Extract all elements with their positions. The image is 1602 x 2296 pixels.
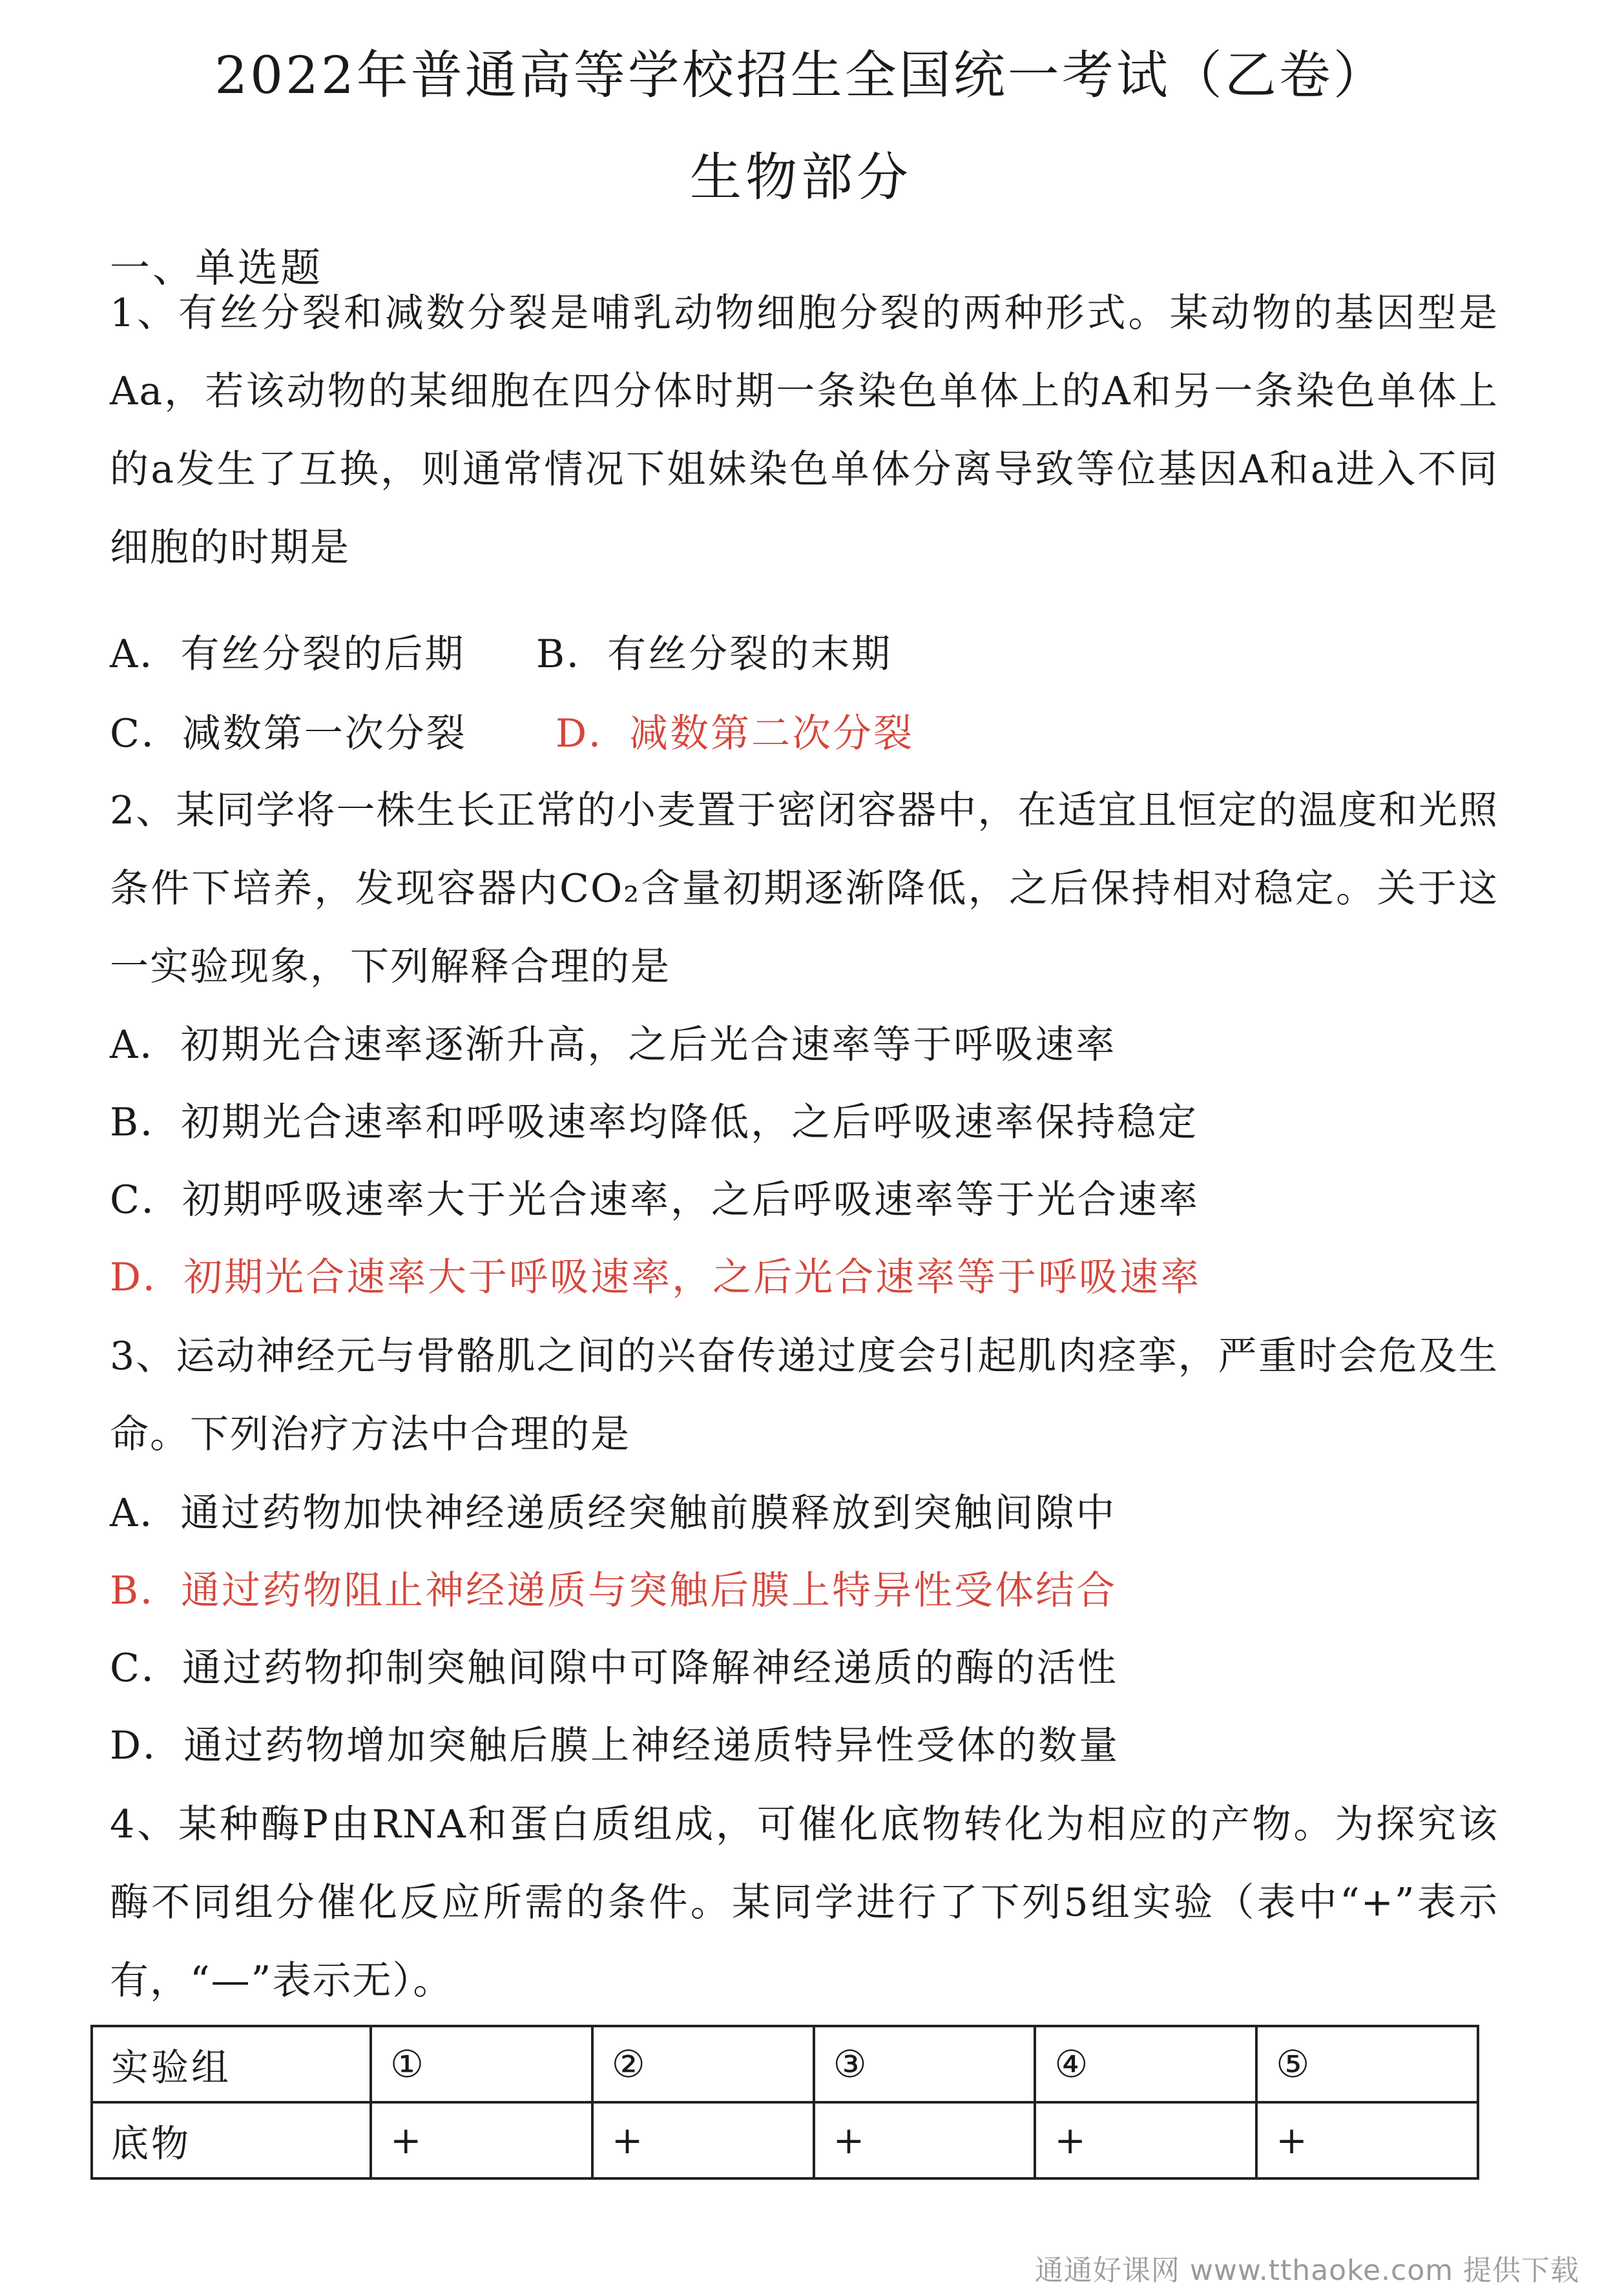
question-3-stem: 3、运动神经元与骨骼肌之间的兴奋传递过度会引起肌肉痉挛，严重时会危及生命。下列治疗方法中合理的是 bbox=[110, 1334, 1499, 1457]
table-cell: + bbox=[1256, 2102, 1478, 2178]
table-cell: + bbox=[371, 2102, 592, 2178]
question-1-option-b: B．有丝分裂的末期 bbox=[536, 632, 893, 677]
question-2-option-c: C．初期呼吸速率大于光合速率，之后呼吸速率等于光合速率 bbox=[110, 1177, 1200, 1223]
table-cell: ④ bbox=[1035, 2026, 1256, 2102]
table-cell: ⑤ bbox=[1256, 2026, 1478, 2102]
table-row bbox=[92, 2102, 1478, 2178]
question-1-option-a: A．有丝分裂的后期 bbox=[110, 632, 466, 677]
question-2-option-b: B．初期光合速率和呼吸速率均降低，之后呼吸速率保持稳定 bbox=[110, 1100, 1199, 1145]
question-4-stem: 4、某种酶P由RNA和蛋白质组成，可催化底物转化为相应的产物。为探究该酶不同组分催化反应所需的条件。某同学进行了下列5组实验（表中“+”表示有，“—”表示无）。 bbox=[110, 1802, 1499, 2003]
exam-title: 2022年普通高等学校招生全国统一考试（乙卷） bbox=[214, 45, 1388, 105]
table-cell: ③ bbox=[814, 2026, 1035, 2102]
question-3-option-a: A．通过药物加快神经递质经突触前膜释放到突触间隙中 bbox=[110, 1491, 1117, 1536]
question-1-option-d-answer: D．减数第二次分裂 bbox=[556, 711, 915, 756]
question-2-option-a: A．初期光合速率逐渐升高，之后光合速率等于呼吸速率 bbox=[110, 1022, 1117, 1068]
experiment-table bbox=[90, 2025, 1479, 2180]
table-cell: ② bbox=[592, 2026, 814, 2102]
question-3-option-d: D．通过药物增加突触后膜上神经递质特异性受体的数量 bbox=[110, 1723, 1120, 1768]
question-2-option-d-answer: D．初期光合速率大于呼吸速率，之后光合速率等于呼吸速率 bbox=[110, 1255, 1202, 1300]
table-cell: ① bbox=[371, 2026, 592, 2102]
question-1-option-c: C．减数第一次分裂 bbox=[110, 711, 467, 756]
watermark-footer: 通通好课网 www.tthaoke.com 提供下载 bbox=[1034, 2254, 1579, 2287]
table-cell: 实验组 bbox=[92, 2026, 371, 2102]
question-2-stem: 2、某同学将一株生长正常的小麦置于密闭容器中，在适宜且恒定的温度和光照条件下培养，发现容器内CO₂含量初期逐渐降低，之后保持相对稳定。关于这一实验现象，下列解释合理的是 bbox=[110, 788, 1499, 989]
question-1-stem: 1、有丝分裂和减数分裂是哺乳动物细胞分裂的两种形式。某动物的基因型是Aa，若该动物的某细胞在四分体时期一条染色单体上的A和另一条染色单体上的a发生了互换，则通常情况下姐妹染色单体分离导致等位基因A和a进入不同细胞的时期是 bbox=[110, 291, 1499, 570]
section-heading: 一、单选题 bbox=[110, 244, 324, 291]
question-3-option-c: C．通过药物抑制突触间隙中可降解神经递质的酶的活性 bbox=[110, 1646, 1118, 1691]
table-row bbox=[92, 2026, 1478, 2102]
question-3-option-b-answer: B．通过药物阻止神经递质与突触后膜上特异性受体结合 bbox=[110, 1568, 1118, 1613]
table-cell: + bbox=[592, 2102, 814, 2178]
table-cell: + bbox=[814, 2102, 1035, 2178]
table-cell: 底物 bbox=[92, 2102, 371, 2178]
exam-subtitle: 生物部分 bbox=[690, 147, 912, 207]
table-cell: + bbox=[1035, 2102, 1256, 2178]
